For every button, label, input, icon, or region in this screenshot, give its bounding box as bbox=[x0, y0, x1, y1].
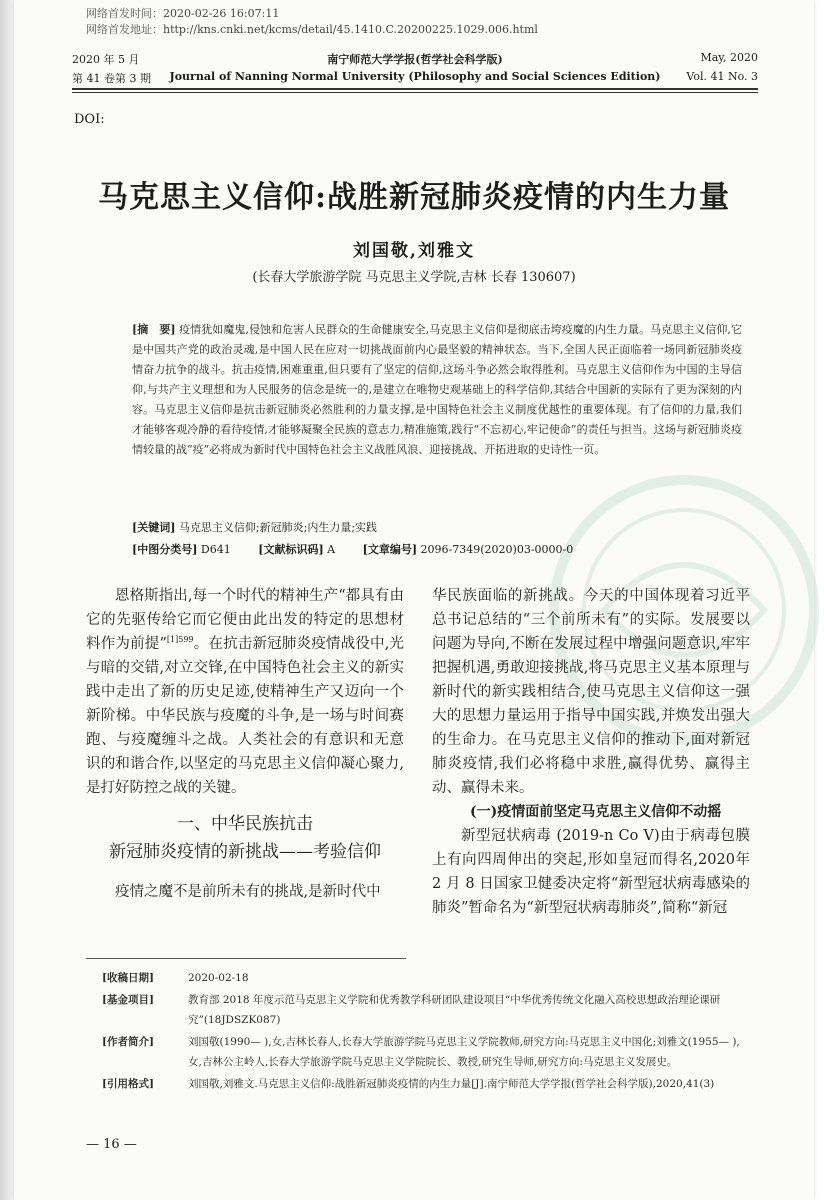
paper-title: 马克思主义信仰:战胜新冠肺炎疫情的内生力量 bbox=[97, 180, 731, 215]
volume-cn: 第 41 卷第 3 期 bbox=[72, 72, 151, 85]
page-number: — 16 — bbox=[86, 1137, 137, 1152]
abstract bbox=[132, 320, 742, 460]
author-affiliation: (长春大学旅游学院 马克思主义学院,吉林 长春 130607) bbox=[252, 270, 576, 285]
section-heading-line-1: 一、中华民族抗击 bbox=[177, 814, 313, 834]
clc-value: D641 bbox=[200, 543, 231, 556]
paragraph-text: 恩格斯指出,每一个时代的精神生产“都具有由它的先驱传给它而它便由此出发的特定的思想材料作为前提” bbox=[86, 588, 404, 652]
body-paragraph bbox=[86, 584, 404, 800]
article-number-label: [文章编号] bbox=[362, 543, 418, 556]
issue-date-cn: 2020 年 5 月 bbox=[72, 53, 140, 66]
footnotes bbox=[102, 968, 752, 1096]
footnote-label: [引用格式] bbox=[102, 1078, 154, 1090]
body-paragraph: 疫情之魔不是前所未有的挑战,是新时代中 bbox=[115, 884, 381, 900]
issue-date-en: May, 2020 bbox=[700, 51, 758, 64]
body-paragraph: 新型冠状病毒 (2019-n Co V)由于病毒包膜上有向四周伸出的突起,形如皇冠而得名,2020年 2 月 8 日国家卫健委决定将“新型冠状病毒感染的肺炎”暂命名为“新型冠状病毒肺炎”,简称“新冠 bbox=[432, 828, 750, 916]
footnote-label: [收稿日期] bbox=[102, 972, 154, 984]
footnote-row bbox=[102, 968, 752, 988]
journal-header-row-2 bbox=[72, 70, 758, 86]
body-column-right bbox=[432, 584, 750, 920]
journal-name-en: Journal of Nanning Normal University (Philosophy and Social Sciences Edition) bbox=[169, 70, 661, 83]
subsection-heading: (一)疫情面前坚定马克思主义信仰不动摇 bbox=[470, 804, 722, 820]
journal-name-cn: 南宁师范大学学报(哲学社会科学版) bbox=[327, 53, 503, 66]
publish-address-label: 网络首发地址： bbox=[86, 23, 163, 36]
doc-code-label: [文献标识码] bbox=[258, 543, 324, 556]
classification-row bbox=[132, 540, 752, 560]
abstract-text: 疫情犹如魔鬼,侵蚀和危害人民群众的生命健康安全,马克思主义信仰是彻底击垮疫魔的内生力量。马克思主义信仰,它是中国共产党的政治灵魂,是中国人民在应对一切挑战面前内心最坚毅的精神状态。当下,全国人民正面临着一场同新冠肺炎疫情奋力抗争的战斗。抗击疫情,困难重重,但只要有了坚定的信仰,这场斗争必然会取得胜利。马克思主义信仰作为中国的主导信仰,与共产主义理想和为人民服务的信念是统一的,是建立在唯物史观基础上的科学信仰,其结合中国新的实际有了更为深刻的内容。马克思主义信仰是抗击新冠肺炎必然胜利的力量支撑,是中国特色社会主义制度优越性的重要体现。有了信仰的力量,我们才能够客观冷静的看待疫情,才能够凝聚全民族的意志力,精准施策,践行“不忘初心,牢记使命”的责任与担当。这场与新冠肺炎疫情较量的战“疫”必将成为新时代中国特色社会主义战胜风浪、迎接挑战、开拓进取的史诗性一页。 bbox=[132, 323, 742, 456]
citation-ref: [1]599 bbox=[166, 635, 194, 645]
body-column-left bbox=[86, 584, 404, 904]
article-number-value: 2096-7349(2020)03-0000-0 bbox=[420, 543, 574, 556]
footnote-label: [基金项目] bbox=[102, 994, 154, 1006]
scan-edge-shadow bbox=[0, 0, 14, 1200]
volume-en: Vol. 41 No. 3 bbox=[686, 70, 758, 83]
publish-time-label: 网络首发时间： bbox=[86, 7, 163, 20]
section-heading-line-2: 新冠肺炎疫情的新挑战——考验信仰 bbox=[109, 842, 381, 862]
header-rule-thick bbox=[72, 88, 758, 90]
footnote-text: 2020-02-18 bbox=[188, 972, 249, 984]
header-rule-thin bbox=[72, 92, 758, 93]
footnote-row bbox=[102, 1074, 752, 1094]
paper-page bbox=[14, 0, 814, 1200]
keywords-label: [关键词] bbox=[132, 521, 176, 534]
footnote-text: 刘国敬,刘雅文.马克思主义信仰:战胜新冠肺炎疫情的内生力量[J].南宁师范大学学报(哲学社会科学版),2020,41(3) bbox=[188, 1078, 715, 1090]
online-publish-info bbox=[86, 6, 538, 38]
section-heading-1 bbox=[86, 810, 404, 866]
doi-label: DOI: bbox=[74, 112, 105, 127]
paper-authors: 刘国敬,刘雅文 bbox=[353, 241, 475, 261]
keywords-text: 马克思主义信仰;新冠肺炎;内生力量;实践 bbox=[178, 521, 378, 534]
footnote-text: 刘国敬(1990— ),女,吉林长春人,长春大学旅游学院马克思主义学院教师,研究方向:马克思主义中国化;刘雅文(1955— ),女,吉林公主岭人,长春大学旅游学院马克思主义学院院长、教授,研究生导师,研究方向:马克思主义发展史。 bbox=[188, 1036, 740, 1068]
publish-address-link[interactable]: http://kns.cnki.net/kcms/detail/45.1410.C.20200225.1029.006.html bbox=[163, 23, 538, 36]
abstract-label: [摘 要] bbox=[132, 323, 176, 336]
journal-header-row-1 bbox=[72, 51, 758, 67]
footnote-rule bbox=[86, 958, 406, 959]
footnote-label: [作者简介] bbox=[102, 1036, 154, 1048]
body-paragraph: 华民族面临的新挑战。今天的中国体现着习近平总书记总结的“三个前所未有”的实际。发展要以问题为导向,不断在发展过程中增强问题意识,牢牢把握机遇,勇敢迎接挑战,将马克思主义基本原理与新时代的新实践相结合,使马克思主义信仰这一强大的思想力量运用于指导中国实践,并焕发出强大的生命力。在马克思主义信仰的推动下,面对新冠肺炎疫情,我们必将稳中求胜,赢得优势、赢得主动、赢得未来。 bbox=[432, 588, 750, 796]
keywords bbox=[132, 518, 752, 538]
doc-code-value: A bbox=[327, 543, 336, 556]
publish-time-value: 2020-02-26 16:07:11 bbox=[163, 7, 280, 20]
footnote-row bbox=[102, 990, 752, 1030]
footnote-row bbox=[102, 1032, 752, 1072]
paragraph-text-cont: 。在抗击新冠肺炎疫情战役中,光与暗的交错,对立交锋,在中国特色社会主义的新实践中走出了新的历史足迹,使精神生产又迈向一个新阶梯。中华民族与疫魔的斗争,是一场与时间赛跑、与疫魔缠斗之战。人类社会的有意识和无意识的和谐合作,以坚定的马克思主义信仰凝心聚力,是打好防控之战的关键。 bbox=[86, 636, 405, 796]
footnote-text: 教育部 2018 年度示范马克思主义学院和优秀教学科研团队建设项目“中华优秀传统文化融入高校思想政治理论课研究”(18JDSZK087) bbox=[188, 994, 721, 1026]
clc-label: [中图分类号] bbox=[132, 543, 198, 556]
